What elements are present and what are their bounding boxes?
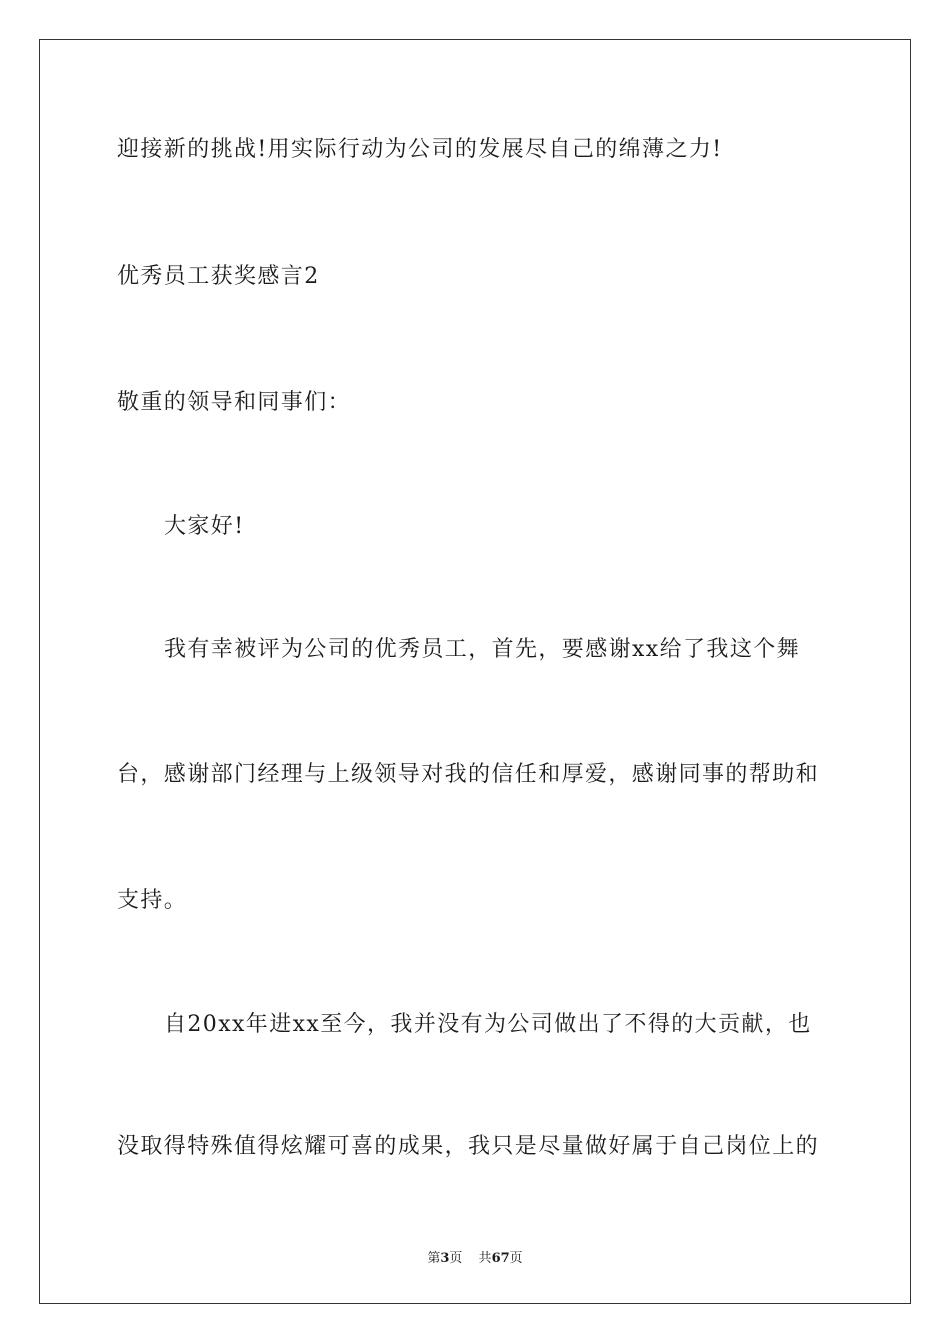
paragraph-line: 没取得特殊值得炫耀可喜的成果，我只是尽量做好属于自己岗位上的: [117, 1134, 820, 1159]
page-number: 3: [440, 1251, 450, 1266]
paragraph-line: 支持。: [117, 888, 188, 913]
section-title: 优秀员工获奖感言2: [117, 264, 320, 289]
greeting: 大家好!: [164, 514, 245, 539]
page-indicator: 第3页: [427, 1251, 463, 1266]
paragraph-line: 我有幸被评为公司的优秀员工，首先，要感谢xx给了我这个舞: [164, 637, 801, 662]
paragraph-line: 台，感谢部门经理与上级领导对我的信任和厚爱，感谢同事的帮助和: [117, 762, 820, 787]
page-border: [39, 39, 911, 1304]
paragraph-closing-line: 迎接新的挑战!用实际行动为公司的发展尽自己的绵薄之力!: [117, 137, 723, 162]
page-footer: [0, 1247, 950, 1266]
salutation: 敬重的领导和同事们：: [117, 390, 352, 415]
paragraph-line: 自20xx年进xx至今，我并没有为公司做出了不得的大贡献，也: [164, 1012, 812, 1037]
total-pages-indicator: 共67页: [478, 1251, 523, 1266]
total-pages: 67: [491, 1251, 510, 1266]
